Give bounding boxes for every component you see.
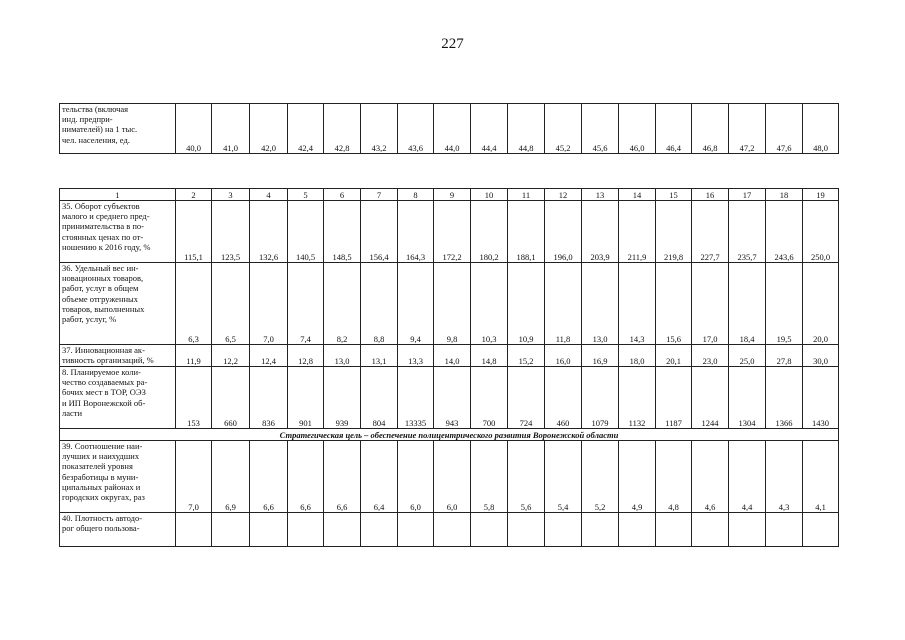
value-cell: 5,6 [508, 441, 545, 513]
value-cell: 6,0 [398, 441, 434, 513]
value-cell: 17,0 [692, 263, 729, 345]
value-cell: 164,3 [398, 201, 434, 263]
value-cell: 243,6 [766, 201, 803, 263]
value-cell: 42,0 [250, 104, 288, 154]
value-cell: 156,4 [361, 201, 398, 263]
value-cell: 148,5 [324, 201, 361, 263]
value-cell [324, 513, 361, 547]
column-number: 4 [250, 189, 288, 201]
table-row [60, 367, 839, 429]
value-cell [803, 513, 839, 547]
value-cell: 1304 [729, 367, 766, 429]
value-cell: 14,0 [434, 345, 471, 367]
value-cell: 4,6 [692, 441, 729, 513]
value-cell [176, 513, 212, 547]
row-label: тельства (включая инд. предпри- нимателей) на 1 тыс. чел. населения, ед. [60, 104, 176, 154]
value-cell: 6,9 [212, 441, 250, 513]
column-number: 2 [176, 189, 212, 201]
value-cell [250, 513, 288, 547]
value-cell: 10,3 [471, 263, 508, 345]
column-number: 14 [619, 189, 656, 201]
value-cell: 227,7 [692, 201, 729, 263]
value-cell: 12,4 [250, 345, 288, 367]
value-cell: 123,5 [212, 201, 250, 263]
value-cell: 180,2 [471, 201, 508, 263]
value-cell: 45,2 [545, 104, 582, 154]
value-cell: 6,6 [250, 441, 288, 513]
value-cell: 6,6 [288, 441, 324, 513]
column-number: 1 [60, 189, 176, 201]
value-cell: 836 [250, 367, 288, 429]
column-number: 17 [729, 189, 766, 201]
table-row [60, 201, 839, 263]
value-cell: 153 [176, 367, 212, 429]
value-cell [656, 513, 692, 547]
value-cell: 18,0 [619, 345, 656, 367]
value-cell [545, 513, 582, 547]
value-cell: 235,7 [729, 201, 766, 263]
value-cell: 6,3 [176, 263, 212, 345]
column-number: 10 [471, 189, 508, 201]
value-cell: 9,4 [398, 263, 434, 345]
value-cell: 14,3 [619, 263, 656, 345]
table-row [60, 513, 839, 547]
value-cell [398, 513, 434, 547]
value-cell [471, 513, 508, 547]
value-cell: 14,8 [471, 345, 508, 367]
value-cell: 41,0 [212, 104, 250, 154]
value-cell: 44,4 [471, 104, 508, 154]
value-cell: 9,8 [434, 263, 471, 345]
value-cell: 47,6 [766, 104, 803, 154]
value-cell [508, 513, 545, 547]
column-number: 16 [692, 189, 729, 201]
table-row [60, 263, 839, 345]
value-cell: 939 [324, 367, 361, 429]
row-label: 35. Оборот субъектов малого и среднего пред- принимательства в по- стоянных ценах по от- ношению к 2016 году, % [60, 201, 176, 263]
value-cell: 19,5 [766, 263, 803, 345]
value-cell: 140,5 [288, 201, 324, 263]
value-cell [212, 513, 250, 547]
value-cell: 44,8 [508, 104, 545, 154]
value-cell: 188,1 [508, 201, 545, 263]
row-label: 40. Плотность автодо- рог общего пользова- [60, 513, 176, 547]
value-cell: 4,8 [656, 441, 692, 513]
column-number: 6 [324, 189, 361, 201]
value-cell: 115,1 [176, 201, 212, 263]
value-cell: 1187 [656, 367, 692, 429]
value-cell: 18,4 [729, 263, 766, 345]
value-cell [766, 513, 803, 547]
value-cell: 42,4 [288, 104, 324, 154]
value-cell: 7,0 [176, 441, 212, 513]
value-cell: 13,0 [324, 345, 361, 367]
value-cell: 5,4 [545, 441, 582, 513]
value-cell: 48,0 [803, 104, 839, 154]
column-number: 19 [803, 189, 839, 201]
value-cell: 46,8 [692, 104, 729, 154]
value-cell: 5,2 [582, 441, 619, 513]
value-cell: 16,9 [582, 345, 619, 367]
value-cell: 13,0 [582, 263, 619, 345]
value-cell: 13,1 [361, 345, 398, 367]
value-cell: 13,3 [398, 345, 434, 367]
column-number: 5 [288, 189, 324, 201]
value-cell: 4,3 [766, 441, 803, 513]
value-cell: 6,4 [361, 441, 398, 513]
value-cell: 460 [545, 367, 582, 429]
column-number: 15 [656, 189, 692, 201]
column-number: 3 [212, 189, 250, 201]
value-cell: 700 [471, 367, 508, 429]
value-cell: 6,5 [212, 263, 250, 345]
value-cell: 43,2 [361, 104, 398, 154]
row-label: 39. Соотношение наи- лучших и наихудших показателей уровня безработицы в муни- ципальных районах и городских округах, раз [60, 441, 176, 513]
value-cell: 7,0 [250, 263, 288, 345]
value-cell: 804 [361, 367, 398, 429]
indicator-table [59, 188, 839, 547]
value-cell [361, 513, 398, 547]
value-cell: 15,2 [508, 345, 545, 367]
value-cell: 8,2 [324, 263, 361, 345]
page-number: 227 [441, 36, 464, 52]
value-cell: 4,9 [619, 441, 656, 513]
value-cell: 4,4 [729, 441, 766, 513]
indicator-table-continued [59, 103, 839, 154]
value-cell: 219,8 [656, 201, 692, 263]
value-cell: 196,0 [545, 201, 582, 263]
value-cell: 12,8 [288, 345, 324, 367]
column-number: 7 [361, 189, 398, 201]
column-number: 18 [766, 189, 803, 201]
value-cell [619, 513, 656, 547]
row-label: 36. Удельный вес ин- новационных товаров, работ, услуг в общем объеме отгруженных товаров, выполненных работ, услуг, % [60, 263, 176, 345]
value-cell: 660 [212, 367, 250, 429]
value-cell: 901 [288, 367, 324, 429]
value-cell: 12,2 [212, 345, 250, 367]
value-cell: 724 [508, 367, 545, 429]
value-cell: 43,6 [398, 104, 434, 154]
value-cell: 25,0 [729, 345, 766, 367]
value-cell: 40,0 [176, 104, 212, 154]
strategic-goal-heading: Стратегическая цель – обеспечение полицентрического развития Воронежской области [60, 429, 839, 441]
value-cell [729, 513, 766, 547]
table-row [60, 441, 839, 513]
column-number: 9 [434, 189, 471, 201]
header-row [60, 189, 839, 201]
value-cell: 203,9 [582, 201, 619, 263]
value-cell: 1244 [692, 367, 729, 429]
value-cell: 16,0 [545, 345, 582, 367]
value-cell: 250,0 [803, 201, 839, 263]
value-cell: 10,9 [508, 263, 545, 345]
value-cell [692, 513, 729, 547]
value-cell: 20,0 [803, 263, 839, 345]
value-cell: 1430 [803, 367, 839, 429]
value-cell: 11,9 [176, 345, 212, 367]
value-cell: 47,2 [729, 104, 766, 154]
value-cell: 132,6 [250, 201, 288, 263]
table-row [60, 104, 839, 154]
value-cell: 11,8 [545, 263, 582, 345]
value-cell: 8,8 [361, 263, 398, 345]
value-cell: 6,6 [324, 441, 361, 513]
value-cell: 211,9 [619, 201, 656, 263]
value-cell: 46,4 [656, 104, 692, 154]
value-cell [288, 513, 324, 547]
table-row [60, 345, 839, 367]
value-cell: 44,0 [434, 104, 471, 154]
value-cell: 6,0 [434, 441, 471, 513]
value-cell: 172,2 [434, 201, 471, 263]
value-cell: 23,0 [692, 345, 729, 367]
row-label: 8. Планируемое коли- чество создаваемых ра- бочих мест в ТОР, ОЭЗ и ИП Воронежской об- ласти [60, 367, 176, 429]
value-cell: 943 [434, 367, 471, 429]
value-cell: 45,6 [582, 104, 619, 154]
value-cell [582, 513, 619, 547]
value-cell: 27,8 [766, 345, 803, 367]
value-cell: 4,1 [803, 441, 839, 513]
value-cell: 1366 [766, 367, 803, 429]
row-label: 37. Инновационная ак- тивность организаций, % [60, 345, 176, 367]
value-cell: 13335 [398, 367, 434, 429]
column-number: 13 [582, 189, 619, 201]
value-cell: 5,8 [471, 441, 508, 513]
value-cell: 1079 [582, 367, 619, 429]
value-cell: 30,0 [803, 345, 839, 367]
value-cell: 46,0 [619, 104, 656, 154]
column-number: 8 [398, 189, 434, 201]
value-cell: 15,6 [656, 263, 692, 345]
value-cell: 1132 [619, 367, 656, 429]
column-number: 12 [545, 189, 582, 201]
value-cell: 42,8 [324, 104, 361, 154]
value-cell: 20,1 [656, 345, 692, 367]
strategic-goal-row [60, 429, 839, 441]
value-cell [434, 513, 471, 547]
column-number: 11 [508, 189, 545, 201]
value-cell: 7,4 [288, 263, 324, 345]
